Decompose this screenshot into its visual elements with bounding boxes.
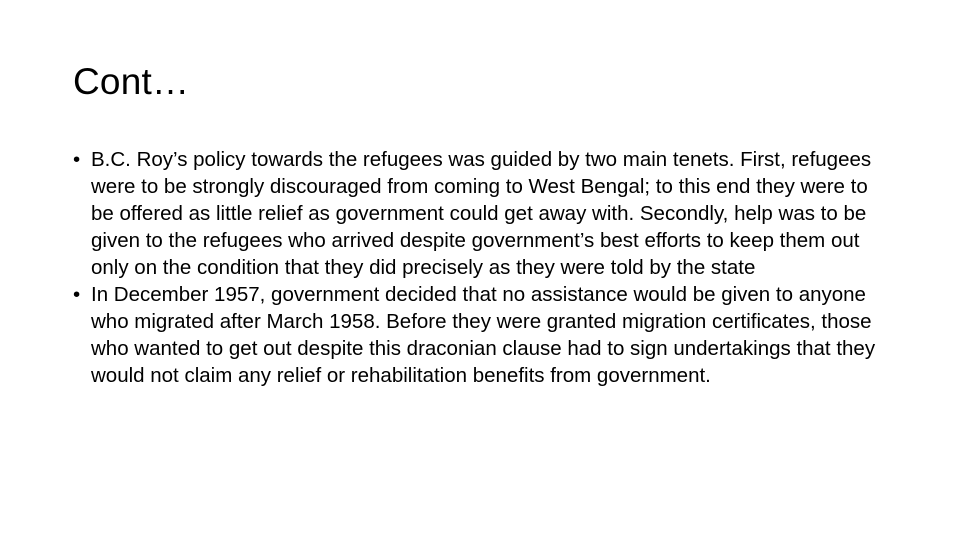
bullet-item xyxy=(73,146,883,281)
bullet-list xyxy=(73,146,883,389)
slide-title: Cont… xyxy=(73,61,190,102)
bullet-text: B.C. Roy’s policy towards the refugees was guided by two main tenets. First, refugees were to be strongly discouraged from coming to West Bengal; to this end they were to be offered as little relief as government could get away with. Secondly, help was to be given to the refugees who arrived despite government’s best efforts to keep them out only on the condition that they did precisely as they were told by the state xyxy=(91,148,872,279)
bullet-marker: • xyxy=(73,148,81,171)
bullet-text: In December 1957, government decided that no assistance would be given to anyone who migrated after March 1958. Before they were granted migration certificates, those who wanted to get out despite this draconian clause had to sign undertakings that they would not claim any relief or rehabilitation benefits from government. xyxy=(91,283,876,387)
bullet-item xyxy=(73,281,883,389)
bullet-marker: • xyxy=(73,283,81,306)
